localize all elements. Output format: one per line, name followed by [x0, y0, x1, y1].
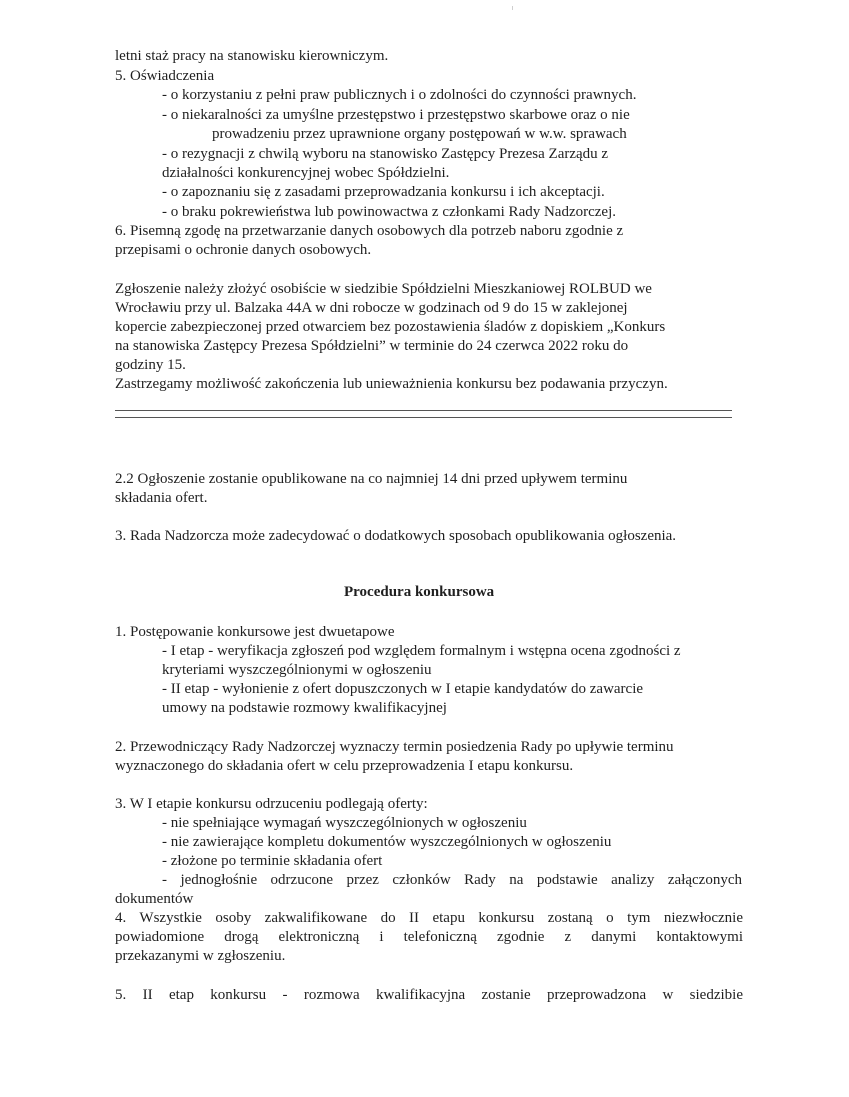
rejection-reason: - nie spełniające wymagań wyszczególnionych w ogłoszeniu [162, 815, 527, 831]
submission-line: godziny 15. [115, 357, 186, 373]
statement-item: - o niekaralności za umyślne przestępstwo i przestępstwo skarbowe oraz o nie [162, 107, 630, 123]
procedure-item-1: 1. Postępowanie konkursowe jest dwuetapowe [115, 624, 395, 640]
procedure-stage-continued: umowy na podstawie rozmowy kwalifikacyjnej [162, 700, 447, 716]
rejection-reason: - jednogłośnie odrzucone przez członków Rady na podstawie analizy załączonych [162, 872, 742, 888]
procedure-item-4-continued: przekazanymi w zgłoszeniu. [115, 948, 286, 964]
statement-item: - o korzystaniu z pełni praw publicznych i o zdolności do czynności prawnych. [162, 87, 637, 103]
list-item-6: 6. Pisemną zgodę na przetwarzanie danych osobowych dla potrzeb naboru zgodnie z [115, 223, 624, 239]
procedure-item-2: 2. Przewodniczący Rady Nadzorczej wyznaczy termin posiedzenia Rady po upływie terminu [115, 739, 674, 755]
procedure-item-2-continued: wyznaczonego do składania ofert w celu przeprowadzenia I etapu konkursu. [115, 758, 574, 774]
procedure-item-4: 4. Wszystkie osoby zakwalifikowane do II etapu konkursu zostaną o tym niezwłocznie [115, 910, 743, 926]
scan-artifact [512, 6, 513, 10]
statement-item: - o rezygnacji z chwilą wyboru na stanowisko Zastępcy Prezesa Zarządu z [162, 146, 609, 162]
statement-item-continued: działalności konkurencyjnej wobec Spółdzielni. [162, 165, 450, 181]
submission-line: kopercie zabezpieczonej przed otwarciem bez pozostawienia śladów z dopiskiem „Konkurs [115, 319, 666, 335]
reservation-statement: Zastrzegamy możliwość zakończenia lub unieważnienia konkursu bez podawania przyczyn. [115, 376, 668, 392]
list-item-6-continued: przepisami o ochronie danych osobowych. [115, 242, 372, 258]
procedure-stage-continued: kryteriami wyszczególnionymi w ogłoszeniu [162, 662, 432, 678]
procedure-item-3: 3. W I etapie konkursu odrzuceniu podlegają oferty: [115, 796, 428, 812]
submission-line: Zgłoszenie należy złożyć osobiście w siedzibie Spółdzielni Mieszkaniowej ROLBUD we [115, 281, 652, 297]
text-line: letni staż pracy na stanowisku kierowniczym. [115, 48, 389, 64]
submission-line: na stanowiska Zastępcy Prezesa Spółdzielni” w terminie do 24 czerwca 2022 roku do [115, 338, 629, 354]
list-item-5: 5. Oświadczenia [115, 68, 215, 84]
section-heading: Procedura konkursowa [344, 584, 495, 600]
statement-item-continued: prowadzeniu przez uprawnione organy postępowań w w.w. sprawach [212, 126, 627, 142]
double-rule-separator [115, 410, 732, 418]
rejection-reason: - nie zawierające kompletu dokumentów wyszczególnionych w ogłoszeniu [162, 834, 612, 850]
procedure-stage: - I etap - weryfikacja zgłoszeń pod względem formalnym i wstępna ocena zgodności z [162, 643, 681, 659]
submission-line: Wrocławiu przy ul. Balzaka 44A w dni robocze w godzinach od 9 do 15 w zaklejonej [115, 300, 628, 316]
procedure-item-5: 5. II etap konkursu - rozmowa kwalifikacyjna zostanie przeprowadzona w siedzibie [115, 987, 743, 1003]
point-2-2: 2.2 Ogłoszenie zostanie opublikowane na co najmniej 14 dni przed upływem terminu [115, 471, 628, 487]
point-2-2-continued: składania ofert. [115, 490, 208, 506]
procedure-stage: - II etap - wyłonienie z ofert dopuszczonych w I etapie kandydatów do zawarcie [162, 681, 644, 697]
rejection-reason: - złożone po terminie składania ofert [162, 853, 383, 869]
statement-item: - o braku pokrewieństwa lub powinowactwa z członkami Rady Nadzorczej. [162, 204, 617, 220]
procedure-item-4-continued: powiadomione drogą elektroniczną i telefoniczną zgodnie z danymi kontaktowymi [115, 929, 743, 945]
point-3: 3. Rada Nadzorcza może zadecydować o dodatkowych sposobach opublikowania ogłoszenia. [115, 528, 677, 544]
rejection-reason-continued: dokumentów [115, 891, 194, 907]
statement-item: - o zapoznaniu się z zasadami przeprowadzania konkursu i ich akceptacji. [162, 184, 605, 200]
